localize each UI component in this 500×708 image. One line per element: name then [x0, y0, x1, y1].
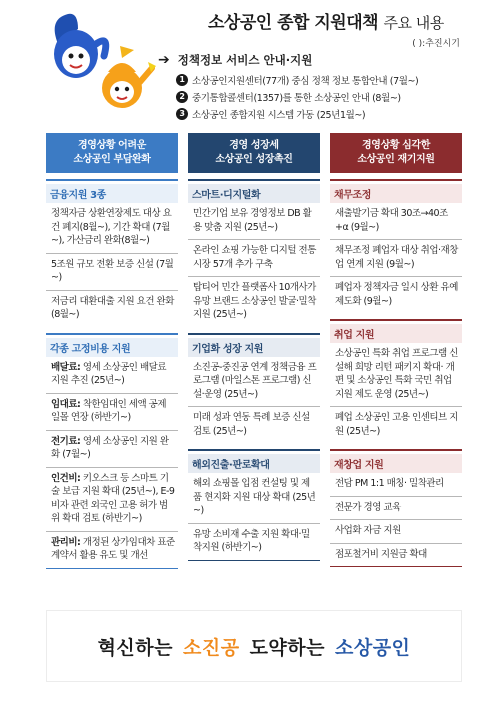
column-header-line: 소상공인 부담완화 [73, 154, 151, 165]
category-title: 취업 지원 [330, 324, 462, 343]
column-header-line: 소상공인 성장촉진 [215, 154, 293, 165]
overview-heading-text: 정책정보 서비스 안내·지원 [177, 53, 313, 67]
item-label: 배달료: [51, 361, 81, 373]
list-item: 해외 쇼핑몰 입점 컨설팅 및 제품 현지화 지원 대상 확대 (25년~) [188, 473, 320, 524]
slogan-part: 소상공인 [334, 636, 411, 659]
column-header [188, 133, 320, 173]
slogan-part: 도약하는 [249, 636, 325, 659]
list-item: 폐업 소상공인 고용 인센티브 지원 (25년~) [335, 412, 458, 437]
list-item: 전담 PM 1:1 매칭· 밀착관리 [330, 473, 462, 497]
list-item: 폐업자 정책자금 일시 상환 유예 제도화 (9월~) [335, 282, 458, 307]
overview-heading [158, 52, 458, 68]
list-item: 탑티어 민간 플랫폼사 10개사가 유망 브랜드 소상공인 발굴·밀착지원 (25년~) [193, 282, 316, 320]
list-item [46, 532, 178, 568]
column-header [46, 133, 178, 173]
list-item: 저금리 대환대출 지원 요건 완화(8월~) [51, 295, 174, 320]
slogan-banner [46, 610, 462, 682]
list-item [46, 468, 178, 532]
list-item: 유망 소비재 수출 지원 확대·밀착지원 (하반기~) [193, 528, 310, 553]
slogan-part: 소진공 [183, 636, 240, 659]
list-item: 온라인 쇼핑 가능한 디지털 전통시장 57개 추가 구축 [188, 240, 320, 277]
slogan-part: 혁신하는 [97, 636, 173, 659]
overview-item [176, 90, 458, 104]
column-header-line: 소상공인 재기지원 [357, 154, 435, 165]
list-item: 새출발기금 확대 30조→40조+α (9월~) [330, 203, 462, 240]
overview-item [176, 107, 458, 121]
category-title: 재창업 지원 [330, 454, 462, 473]
list-item [46, 431, 178, 468]
right-arrow-icon: ➔ [158, 52, 170, 68]
item-label: 임대료: [51, 398, 81, 410]
number-badge: 2 [176, 91, 188, 103]
column-header-line: 경영상황 어려운 [78, 140, 146, 151]
category-financial-support [46, 179, 178, 327]
overview-item-text: 소상공인 종합지원 시스템 가동 (25년1월~) [192, 110, 366, 121]
item-text: 영세 소상공인 배달료 지원 추진 (25년~) [51, 361, 166, 386]
overview-item [176, 73, 458, 87]
overview-section [158, 52, 458, 124]
category-digitalization [188, 179, 320, 327]
page-title [208, 8, 466, 33]
category-business-growth [188, 333, 320, 444]
item-text: 키오스크 등 스마트 기술 보급 지원 확대 (25년~), E-9 비자 관련 외국인 고용 허가 범위 확대 검토 (하반기~) [51, 472, 175, 524]
title-suffix: 주요 내용 [383, 14, 444, 32]
list-item [46, 394, 178, 431]
infographic [38, 0, 466, 708]
category-restart-support [330, 449, 462, 567]
column-header [330, 133, 462, 173]
list-item: 채무조정 폐업자 대상 취업·재창업 연계 지원 (9월~) [330, 240, 462, 277]
category-title: 채무조정 [330, 184, 462, 203]
policy-columns [46, 133, 462, 569]
column-growth-promotion [188, 133, 320, 569]
column-header-line: 경영 성장세 [229, 140, 279, 151]
item-label: 관리비: [51, 536, 81, 548]
overview-item-text: 소상공인지원센터(77개) 중심 정책 정보 통합안내 (7월~) [192, 76, 419, 87]
title-area [208, 8, 466, 33]
list-item: 민간기업 보유 경영정보 DB 활용 맞춤 지원 (25년~) [188, 203, 320, 240]
number-badge: 1 [176, 74, 188, 86]
category-title: 해외진출·판로확대 [188, 454, 320, 473]
item-text: 개정된 상가임대차 표준계약서 활용 유도 및 개선 [51, 536, 175, 561]
list-item [46, 357, 178, 394]
list-item: 전문가 경영 교육 [330, 497, 462, 521]
column-burden-relief [46, 133, 178, 569]
category-title: 각종 고정비용 지원 [46, 338, 178, 357]
list-item: 소상공인 특화 취업 프로그램 신설해 희망 리턴 패키지 확대· 개편 및 소상공인 특화 국민 취업 지원 제도 운영 (25년~) [330, 343, 462, 407]
list-item: 미래 성과 연동 특례 보증 신설 검토 (25년~) [193, 412, 310, 437]
category-fixed-costs [46, 333, 178, 569]
title-main: 소상공인 종합 지원대책 [208, 13, 379, 33]
timing-note: ( ):추진시기 [412, 39, 460, 49]
column-recovery-support [330, 133, 462, 569]
category-debt-adjustment [330, 179, 462, 313]
mascot-illustration [38, 4, 168, 122]
column-header-line: 경영상황 심각한 [362, 140, 430, 151]
item-text: 영세 소상공인 지원 완화 (7월~) [51, 435, 169, 460]
list-item: 점포철거비 지원금 확대 [335, 548, 427, 560]
list-item: 5조원 규모 전환 보증 신설 (7월~) [46, 254, 178, 291]
category-overseas-expansion [188, 449, 320, 561]
category-title: 기업화 성장 지원 [188, 338, 320, 357]
slogan-text [98, 633, 411, 660]
list-item: 정책자금 상환연장제도 대상 요건 폐지(8월~), 기간 확대 (7월~), 가산금리 완화(8월~) [46, 203, 178, 254]
category-title: 스마트·디지털화 [188, 184, 320, 203]
list-item: 사업화 자금 지원 [330, 520, 462, 544]
category-employment-support [330, 319, 462, 443]
category-title: 금융지원 3종 [46, 184, 178, 203]
item-text: 착한임대인 세액 공제 일몰 연장 (하반기~) [51, 398, 166, 423]
number-badge: 3 [176, 108, 188, 120]
item-label: 전기료: [51, 435, 81, 447]
list-item: 소진공-중진공 연계 정책금융 프로그램 (마일스톤 프로그램) 신설·운영 (25년~) [188, 357, 320, 408]
item-label: 인건비: [51, 472, 81, 484]
overview-item-text: 중기통합콜센터(1357)를 통한 소상공인 안내 (8월~) [192, 93, 401, 104]
